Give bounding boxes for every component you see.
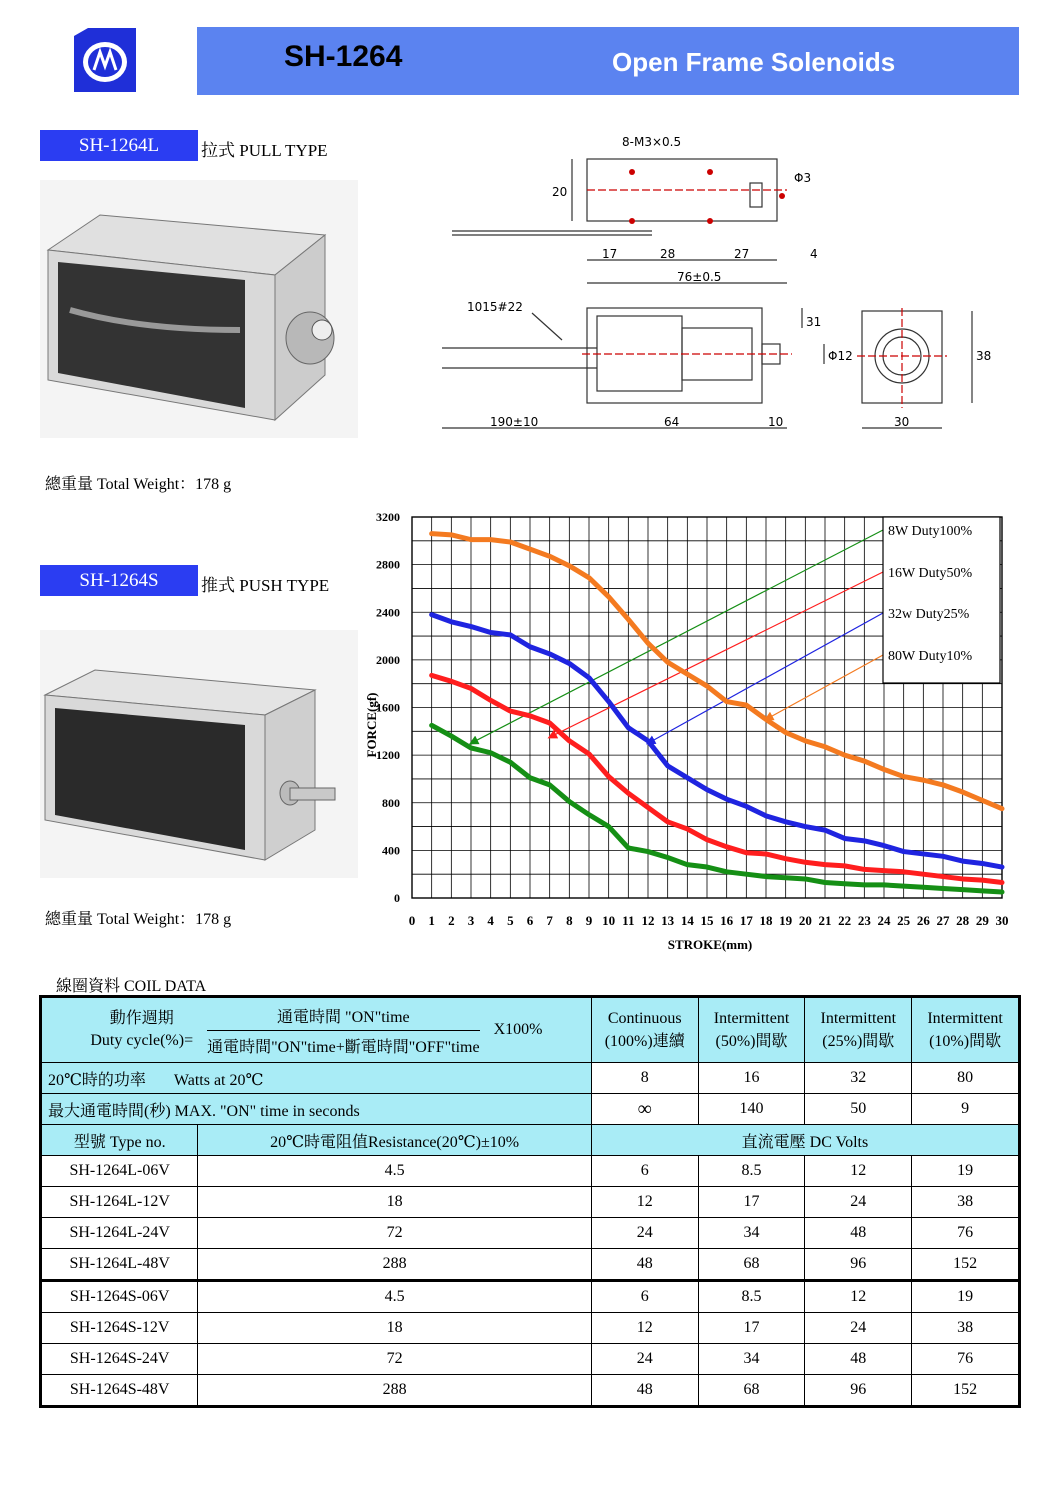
type-cell: SH-1264S-06V [41,1281,198,1313]
x-tick-label: 13 [661,913,675,928]
x-tick-label: 17 [739,913,753,928]
x-tick-label: 30 [995,913,1009,928]
voltage-cell: 48 [805,1344,912,1375]
voltage-cell: 152 [912,1249,1020,1281]
thread-note: 8-M3×0.5 [622,135,682,149]
wire-spec: 1015#22 [467,300,523,314]
voltage-cell: 24 [805,1187,912,1218]
dim-10: 10 [768,415,784,429]
coil-data-table [39,995,1021,1408]
x-tick-label: 12 [641,913,655,928]
max-on-value: 9 [912,1094,1020,1125]
resistance-cell: 4.5 [198,1156,591,1187]
voltage-cell: 152 [912,1375,1020,1407]
col-continuous: Continuous (100%)連續 [591,997,698,1063]
voltage-cell: 8.5 [698,1281,805,1313]
voltage-cell: 96 [805,1375,912,1407]
watts-value: 32 [805,1063,912,1094]
voltage-cell: 96 [805,1249,912,1281]
max-on-value: 140 [698,1094,805,1125]
watts-value: 16 [698,1063,805,1094]
resistance-cell: 72 [198,1344,591,1375]
watts-label: 20℃時的功率 Watts at 20℃ [41,1063,592,1094]
dim-4: 4 [810,247,818,261]
y-tick-labels [376,510,400,905]
y-tick-label: 2000 [376,652,400,667]
legend-entry: 32w Duty25% [888,607,970,622]
y-axis-label: FORCE(gf) [364,692,379,758]
voltage-cell: 24 [591,1344,698,1375]
x-tick-label: 6 [526,913,534,928]
pull-type-label: 拉式 PULL TYPE [201,141,328,160]
x-tick-label: 19 [779,913,793,928]
voltage-cell: 68 [698,1249,805,1281]
type-cell: SH-1264S-48V [41,1375,198,1407]
watts-value: 80 [912,1063,1020,1094]
table-row [41,1313,1020,1344]
x-tick-label: 7 [546,913,553,928]
voltage-cell: 68 [698,1375,805,1407]
dim-38: 38 [976,349,992,363]
x-tick-label: 21 [818,913,832,928]
height-20: 20 [552,185,568,199]
y-tick-label: 3200 [376,510,400,524]
voltage-cell: 6 [591,1156,698,1187]
x-tick-label: 26 [916,913,930,928]
pull-weight: 總重量 Total Weight：178 g [45,476,232,493]
x-tick-label: 1 [428,913,435,928]
pull-solenoid-photo [40,180,358,438]
dimension-drawing [432,128,992,440]
y-tick-label: 800 [382,795,400,810]
y-tick-label: 2400 [376,605,400,620]
table-row [41,1156,1020,1187]
table-row [41,1281,1020,1313]
legend-entry: 16W Duty50% [888,566,973,581]
y-tick-label: 0 [394,891,400,905]
voltage-cell: 12 [591,1313,698,1344]
company-logo-icon [74,28,136,92]
y-tick-label: 1200 [376,748,400,763]
x-tick-label: 28 [956,913,970,928]
x-tick-label: 0 [408,913,416,928]
resistance-cell: 18 [198,1187,591,1218]
x-tick-label: 22 [838,913,852,928]
voltage-cell: 48 [591,1249,698,1281]
voltage-cell: 38 [912,1313,1020,1344]
dc-volts-header: 直流電壓 DC Volts [591,1125,1019,1156]
voltage-cell: 17 [698,1313,805,1344]
dim-30: 30 [894,415,910,429]
type-cell: SH-1264L-12V [41,1187,198,1218]
push-weight: 總重量 Total Weight：178 g [45,911,232,928]
x-tick-label: 29 [975,913,989,928]
voltage-cell: 48 [591,1375,698,1407]
y-tick-label: 400 [382,843,400,858]
resistance-cell: 18 [198,1313,591,1344]
voltage-cell: 17 [698,1187,805,1218]
voltage-cell: 6 [591,1281,698,1313]
col-25: Intermittent (25%)間歇 [805,997,912,1063]
x-tick-label: 2 [448,913,455,928]
dim-12: Φ12 [828,349,853,363]
voltage-cell: 12 [805,1281,912,1313]
x-tick-label: 16 [720,913,734,928]
dim-190: 190±10 [490,415,539,429]
table-row [41,1344,1020,1375]
resistance-cell: 72 [198,1218,591,1249]
dim-64: 64 [664,415,680,429]
dim-31: 31 [806,315,822,329]
type-cell: SH-1264L-06V [41,1156,198,1187]
type-cell: SH-1264L-24V [41,1218,198,1249]
voltage-cell: 19 [912,1156,1020,1187]
x-tick-label: 8 [566,913,573,928]
resistance-cell: 288 [198,1375,591,1407]
legend-entry: 8W Duty100% [888,524,973,539]
duty-formula-cell: 動作週期 Duty cycle(%)= $\frac{\text{通電時間 "ON"time}}{\text{通電時間"ON"time+斷電時間"OFF"time}}$ X100% [41,997,592,1063]
resistance-cell: 288 [198,1249,591,1281]
x-tick-label: 10 [602,913,616,928]
force-stroke-chart [360,505,1020,960]
pin-dia: Φ3 [794,171,812,185]
x-tick-label: 24 [877,913,891,928]
pull-model-tag: SH-1264L [40,130,198,161]
dim-76: 76±0.5 [677,270,722,284]
dim-28: 28 [660,247,676,261]
x-tick-label: 23 [857,913,871,928]
resistance-cell: 4.5 [198,1281,591,1313]
x-tick-labels [409,913,1009,928]
x-tick-label: 27 [936,913,950,928]
voltage-cell: 12 [591,1187,698,1218]
max-on-value: 50 [805,1094,912,1125]
resistance-header: 20℃時電阻值Resistance(20℃)±10% [198,1125,591,1156]
max-on-label: 最大通電時間(秒) MAX. "ON" time in seconds [41,1094,592,1125]
max-on-value: ∞ [591,1094,698,1125]
x-axis-label: STROKE(mm) [667,937,753,952]
type-cell: SH-1264S-24V [41,1344,198,1375]
voltage-cell: 48 [805,1218,912,1249]
voltage-cell: 24 [805,1313,912,1344]
push-solenoid-photo [40,630,358,878]
voltage-cell: 19 [912,1281,1020,1313]
col-50: Intermittent (50%)間歇 [698,997,805,1063]
page-subtitle: Open Frame Solenoids [612,47,896,77]
x-tick-label: 25 [897,913,911,928]
table-row [41,1375,1020,1407]
table-row [41,1218,1020,1249]
voltage-cell: 24 [591,1218,698,1249]
col-10: Intermittent (10%)間歇 [912,997,1020,1063]
x-tick-label: 14 [680,913,694,928]
type-cell: SH-1264S-12V [41,1313,198,1344]
voltage-cell: 8.5 [698,1156,805,1187]
x-tick-label: 4 [487,913,494,928]
watts-value: 8 [591,1063,698,1094]
dim-27: 27 [734,247,750,261]
push-type-label: 推式 PUSH TYPE [201,576,330,595]
x-tick-label: 5 [507,913,514,928]
push-model-tag: SH-1264S [40,565,198,596]
x-tick-label: 18 [759,913,773,928]
table-row [41,1187,1020,1218]
voltage-cell: 34 [698,1218,805,1249]
legend-entry: 80W Duty10% [888,649,973,664]
voltage-cell: 76 [912,1218,1020,1249]
x-tick-label: 9 [585,913,593,928]
voltage-cell: 34 [698,1344,805,1375]
type-cell: SH-1264L-48V [41,1249,198,1281]
x-tick-label: 20 [798,913,812,928]
coil-caption: 線圈資料 COIL DATA [56,978,207,995]
voltage-cell: 12 [805,1156,912,1187]
x-tick-label: 15 [700,913,714,928]
type-header: 型號 Type no. [41,1125,198,1156]
voltage-cell: 76 [912,1344,1020,1375]
x-tick-label: 11 [622,913,635,928]
dim-17: 17 [602,247,618,261]
voltage-cell: 38 [912,1187,1020,1218]
x-tick-label: 3 [467,913,475,928]
y-tick-label: 1600 [376,700,400,715]
table-row [41,1249,1020,1281]
page-title: SH-1264 [284,40,403,73]
y-tick-label: 2800 [376,557,400,572]
